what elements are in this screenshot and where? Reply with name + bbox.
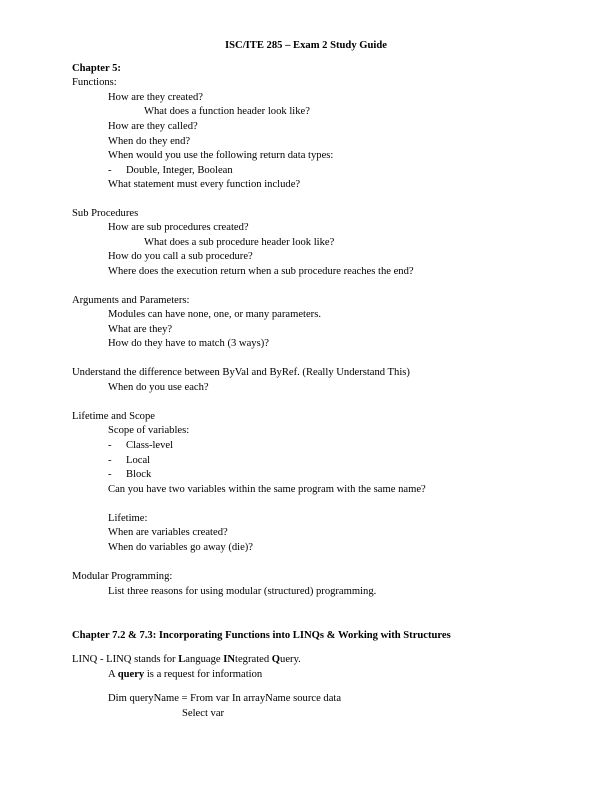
scope-l3: Lifetime:	[108, 513, 148, 524]
scope-l2: Can you have two variables within the same program with the same name?	[108, 484, 426, 495]
chapter-5-heading: Chapter 5:	[72, 63, 121, 74]
byval-label: Understand the difference between ByVal and ByRef. (Really Understand This)	[72, 367, 410, 378]
bullet-dash: -	[108, 165, 112, 176]
functions-q4: When would you use the following return data types:	[108, 150, 334, 161]
modular-l1: List three reasons for using modular (structured) programming.	[108, 586, 377, 597]
bullet-dash: -	[108, 440, 112, 451]
page-title: ISC/ITE 285 – Exam 2 Study Guide	[225, 40, 387, 51]
bullet-dash: -	[108, 455, 112, 466]
query-definition	[108, 668, 262, 681]
byval-l1: When do you use each?	[108, 382, 209, 393]
linq-text: tegrated	[235, 654, 272, 665]
functions-types: Double, Integer, Boolean	[126, 165, 233, 176]
args-l3: How do they have to match (3 ways)?	[108, 338, 269, 349]
sub-q1a: What does a sub procedure header look like?	[144, 237, 335, 248]
query-emphasis: query	[117, 669, 145, 680]
modular-label: Modular Programming:	[72, 571, 173, 582]
linq-emphasis: Q	[271, 654, 281, 665]
scope-label: Lifetime and Scope	[72, 411, 155, 422]
scope-l5: When do variables go away (die)?	[108, 542, 254, 553]
linq-text: uery.	[280, 654, 301, 665]
args-label: Arguments and Parameters:	[72, 295, 190, 306]
functions-label: Functions:	[72, 77, 117, 88]
linq-text: anguage	[185, 654, 224, 665]
linq-text: LINQ - LINQ stands for	[72, 654, 179, 665]
args-l1: Modules can have none, one, or many parameters.	[108, 309, 321, 320]
scope-l1: Scope of variables:	[108, 425, 190, 436]
query-text: is a request for information	[144, 669, 263, 680]
chapter-7-heading: Chapter 7.2 & 7.3: Incorporating Functions into LINQs & Working with Structures	[72, 630, 451, 641]
functions-q2: How are they called?	[108, 121, 198, 132]
linq-emphasis: L	[178, 654, 186, 665]
functions-q1a: What does a function header look like?	[144, 106, 310, 117]
query-text: A	[108, 669, 118, 680]
args-l2: What are they?	[108, 324, 173, 335]
code-line-1: Dim queryName = From var In arrayName source data	[108, 693, 342, 704]
sub-q3: Where does the execution return when a sub procedure reaches the end?	[108, 266, 414, 277]
linq-definition	[72, 653, 301, 666]
scope-item: Class-level	[126, 440, 174, 451]
linq-emphasis: IN	[223, 654, 236, 665]
functions-q5: What statement must every function include?	[108, 179, 301, 190]
scope-l4: When are variables created?	[108, 527, 228, 538]
sub-procedures-label: Sub Procedures	[72, 208, 139, 219]
sub-q1: How are sub procedures created?	[108, 222, 249, 233]
functions-q3: When do they end?	[108, 136, 191, 147]
code-line-2: Select var	[182, 708, 225, 719]
sub-q2: How do you call a sub procedure?	[108, 251, 253, 262]
functions-q1: How are they created?	[108, 92, 203, 103]
bullet-dash: -	[108, 469, 112, 480]
scope-item: Block	[126, 469, 152, 480]
scope-item: Local	[126, 455, 151, 466]
